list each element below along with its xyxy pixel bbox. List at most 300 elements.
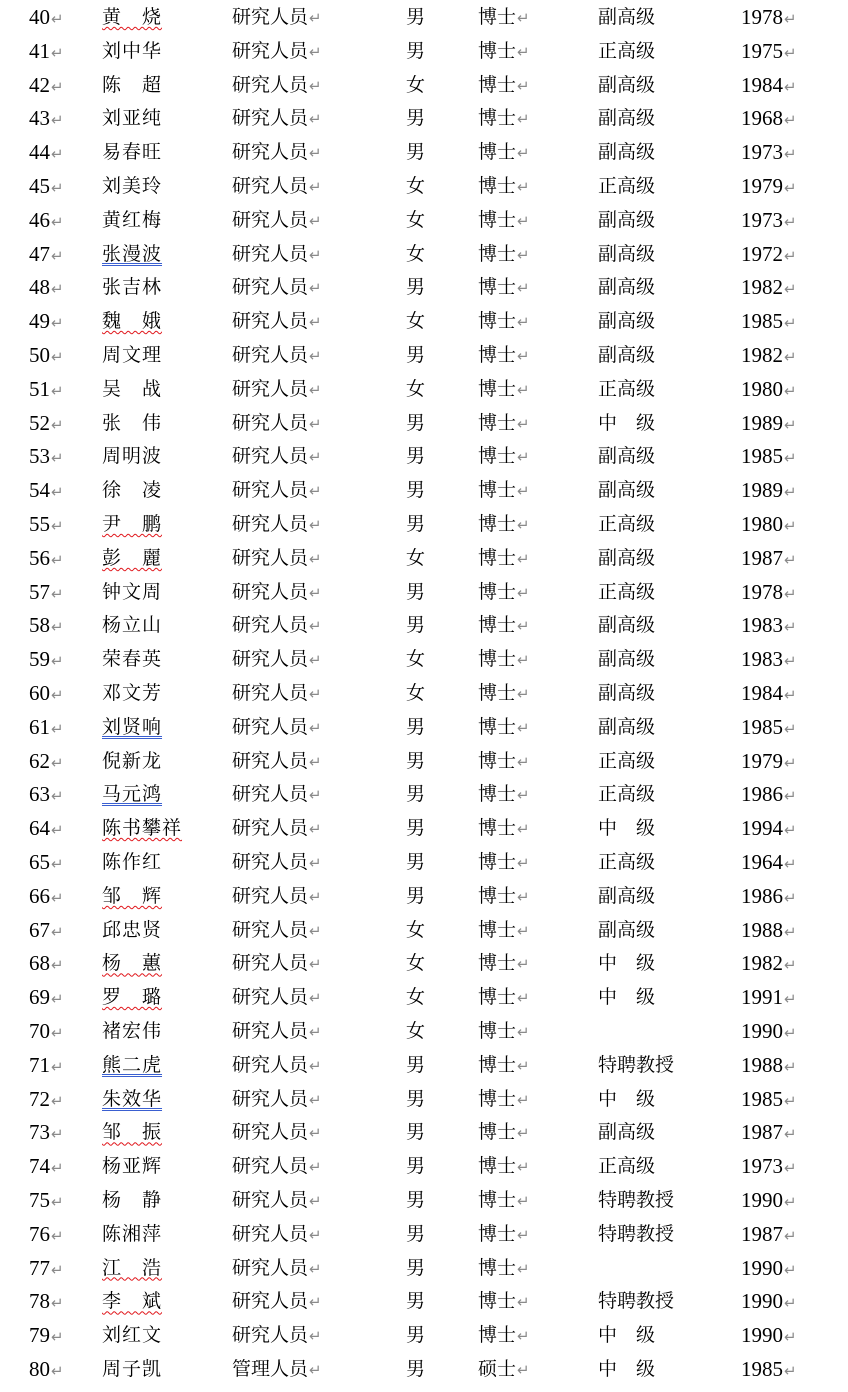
degree-text: 博士	[478, 1087, 517, 1110]
title-rank-text: 副高级	[598, 1121, 656, 1144]
gender	[406, 1048, 425, 1082]
paragraph-mark-icon: ↵	[51, 1024, 64, 1042]
title-rank-text: 正高级	[598, 783, 656, 806]
staff-role-text: 研究人员	[232, 6, 309, 28]
title-rank	[598, 1149, 655, 1183]
birth-year	[741, 845, 797, 879]
person-name-text: 陈湘萍	[102, 1222, 163, 1245]
degree	[478, 169, 530, 203]
degree-text: 博士	[478, 546, 517, 569]
person-name	[102, 101, 162, 135]
list-item	[0, 1318, 848, 1352]
title-rank-text: 中 级	[598, 1087, 656, 1110]
birth-year	[741, 777, 797, 811]
birth-year	[741, 338, 797, 372]
row-number-text: 67	[29, 917, 50, 942]
birth-year-text: 1990	[741, 1289, 783, 1314]
degree-text: 博士	[478, 39, 517, 62]
birth-year	[741, 1082, 797, 1116]
paragraph-mark-icon: ↵	[51, 1362, 64, 1380]
birth-year-text: 1990	[741, 1019, 783, 1043]
gender-text: 男	[406, 817, 426, 840]
gender	[406, 541, 425, 575]
person-name-text: 易春旺	[102, 141, 163, 164]
gender-text: 男	[406, 6, 426, 28]
list-item	[0, 338, 848, 372]
degree-text: 博士	[478, 141, 517, 164]
person-name	[102, 1149, 162, 1183]
degree-text: 博士	[478, 986, 517, 1009]
paragraph-mark-icon: ↵	[309, 380, 322, 399]
paragraph-mark-icon: ↵	[51, 855, 64, 873]
person-name	[102, 439, 162, 473]
gender-text: 女	[406, 310, 426, 333]
staff-role-text: 研究人员	[232, 715, 309, 738]
paragraph-mark-icon: ↵	[51, 381, 64, 400]
row-number-text: 56	[29, 545, 50, 570]
birth-year	[741, 101, 797, 135]
paragraph-mark-icon: ↵	[51, 888, 64, 907]
gender	[406, 1251, 425, 1285]
gender	[406, 575, 425, 609]
list-item	[0, 676, 848, 710]
person-name-text: 杨亚辉	[102, 1155, 163, 1178]
paragraph-mark-icon: ↵	[784, 212, 797, 231]
staff-role-text: 研究人员	[232, 648, 309, 671]
row-number-text: 70	[29, 1019, 50, 1043]
row-number-text: 80	[29, 1357, 50, 1381]
staff-role-text: 研究人员	[232, 73, 309, 96]
gender	[406, 304, 425, 338]
person-name	[102, 1217, 162, 1251]
gender-text: 女	[406, 208, 426, 231]
paragraph-mark-icon: ↵	[784, 1294, 797, 1313]
gender-text: 女	[406, 73, 426, 96]
paragraph-mark-icon: ↵	[517, 313, 530, 332]
gender-text: 男	[406, 580, 426, 603]
paragraph-mark-icon: ↵	[51, 1057, 64, 1076]
degree	[478, 473, 530, 507]
paragraph-mark-icon: ↵	[517, 1293, 530, 1312]
gender-text: 女	[406, 986, 426, 1009]
degree-text: 博士	[478, 1020, 517, 1042]
row-number	[29, 372, 64, 406]
degree	[478, 1115, 530, 1149]
gender-text: 男	[406, 1121, 426, 1144]
person-name-text: 朱效华	[102, 1087, 163, 1110]
birth-year-text: 1985	[741, 1086, 783, 1111]
degree-text: 博士	[478, 749, 517, 772]
staff-role	[232, 473, 322, 507]
title-rank	[598, 169, 655, 203]
paragraph-mark-icon: ↵	[517, 76, 530, 95]
gender	[406, 744, 425, 778]
title-rank-text: 副高级	[598, 445, 656, 468]
paragraph-mark-icon: ↵	[517, 9, 530, 27]
title-rank-text: 副高级	[598, 141, 656, 164]
degree-text: 博士	[478, 851, 517, 873]
degree-text: 博士	[478, 715, 517, 738]
row-number	[29, 946, 64, 980]
row-number-text: 41	[29, 38, 50, 63]
paragraph-mark-icon: ↵	[784, 1091, 797, 1110]
gender-text: 女	[406, 546, 426, 569]
paragraph-mark-icon: ↵	[309, 144, 322, 163]
person-name	[102, 338, 162, 372]
paragraph-mark-icon: ↵	[309, 9, 322, 27]
title-rank	[598, 101, 655, 135]
birth-year-text: 1972	[741, 241, 783, 266]
gender-text: 男	[406, 344, 426, 366]
paragraph-mark-icon: ↵	[51, 77, 64, 96]
list-item	[0, 439, 848, 473]
paragraph-mark-icon: ↵	[517, 211, 530, 230]
list-item	[0, 101, 848, 135]
title-rank	[598, 744, 655, 778]
staff-role-text: 研究人员	[232, 1155, 309, 1178]
title-rank-text: 副高级	[598, 648, 656, 671]
row-number-text: 47	[29, 241, 50, 266]
title-rank	[598, 372, 655, 406]
birth-year	[741, 406, 797, 440]
gender	[406, 1149, 425, 1183]
staff-role	[232, 203, 322, 237]
staff-role-text: 管理人员	[232, 1358, 309, 1380]
gender-text: 男	[406, 107, 426, 130]
title-rank-text: 中 级	[598, 1324, 656, 1347]
staff-role	[232, 1352, 322, 1386]
paragraph-mark-icon: ↵	[309, 786, 322, 805]
degree	[478, 946, 530, 980]
paragraph-mark-icon: ↵	[517, 1361, 530, 1379]
paragraph-mark-icon: ↵	[309, 1327, 322, 1346]
staff-role-text: 研究人员	[232, 817, 309, 840]
row-number	[29, 473, 64, 507]
row-number	[29, 203, 64, 237]
paragraph-mark-icon: ↵	[517, 549, 530, 568]
degree	[478, 270, 530, 304]
paragraph-mark-icon: ↵	[784, 483, 797, 502]
degree-text: 博士	[478, 1324, 517, 1347]
degree	[478, 507, 530, 541]
gender	[406, 1115, 425, 1149]
row-number	[29, 676, 64, 710]
title-rank-text: 中 级	[598, 1358, 656, 1380]
staff-role	[232, 845, 322, 879]
title-rank-text: 副高级	[598, 715, 656, 738]
list-item	[0, 608, 848, 642]
paragraph-mark-icon: ↵	[784, 686, 797, 704]
row-number	[29, 1217, 64, 1251]
degree	[478, 203, 530, 237]
staff-role-text: 研究人员	[232, 749, 309, 772]
list-item	[0, 811, 848, 845]
birth-year	[741, 980, 797, 1014]
paragraph-mark-icon: ↵	[784, 719, 797, 738]
row-number-text: 64	[29, 816, 50, 841]
staff-role	[232, 1183, 322, 1217]
paragraph-mark-icon: ↵	[309, 76, 322, 95]
paragraph-mark-icon: ↵	[517, 1327, 530, 1346]
title-rank-text: 副高级	[598, 6, 656, 28]
person-name-text: 杨 静	[102, 1189, 163, 1211]
degree-text: 博士	[478, 817, 517, 840]
degree	[478, 1183, 530, 1217]
row-number	[29, 1048, 64, 1082]
birth-year	[741, 237, 797, 271]
paragraph-mark-icon: ↵	[517, 245, 530, 264]
title-rank	[598, 710, 655, 744]
paragraph-mark-icon: ↵	[51, 10, 64, 28]
title-rank	[598, 913, 655, 947]
list-item	[0, 1149, 848, 1183]
list-item	[0, 270, 848, 304]
staff-role	[232, 0, 322, 34]
row-number	[29, 270, 64, 304]
row-number-text: 40	[29, 5, 50, 29]
title-rank	[598, 1217, 674, 1251]
paragraph-mark-icon: ↵	[517, 786, 530, 805]
person-name	[102, 608, 162, 642]
paragraph-mark-icon: ↵	[309, 211, 322, 230]
staff-role-text: 研究人员	[232, 1189, 309, 1211]
birth-year	[741, 68, 797, 102]
degree	[478, 1014, 530, 1048]
paragraph-mark-icon: ↵	[51, 348, 64, 366]
gender-text: 男	[406, 1256, 426, 1279]
birth-year	[741, 811, 797, 845]
birth-year-text: 1982	[741, 275, 783, 300]
paragraph-mark-icon: ↵	[309, 854, 322, 872]
title-rank-text: 特聘教授	[598, 1189, 675, 1211]
degree-text: 博士	[478, 1155, 517, 1178]
title-rank-text: 副高级	[598, 884, 656, 907]
person-name-text: 张吉林	[102, 276, 163, 299]
list-item	[0, 135, 848, 169]
person-name	[102, 777, 162, 811]
paragraph-mark-icon: ↵	[309, 1056, 322, 1075]
gender-text: 女	[406, 952, 426, 975]
degree	[478, 811, 530, 845]
paragraph-mark-icon: ↵	[51, 1125, 64, 1144]
birth-year-text: 1991	[741, 985, 783, 1010]
gender	[406, 34, 425, 68]
person-name	[102, 676, 162, 710]
degree-text: 博士	[478, 1053, 517, 1076]
person-name	[102, 1352, 162, 1386]
degree-text: 博士	[478, 884, 517, 907]
paragraph-mark-icon: ↵	[517, 718, 530, 737]
person-name-text: 荣春英	[102, 648, 163, 671]
person-name	[102, 34, 162, 68]
gender-text: 男	[406, 1222, 426, 1245]
title-rank-text: 副高级	[598, 546, 656, 569]
staff-role	[232, 507, 322, 541]
row-number-text: 59	[29, 647, 50, 672]
paragraph-mark-icon: ↵	[517, 144, 530, 163]
title-rank	[598, 1352, 655, 1386]
degree-text: 硕士	[478, 1358, 517, 1380]
birth-year	[741, 439, 797, 473]
birth-year-text: 1986	[741, 782, 783, 807]
row-number-text: 66	[29, 883, 50, 908]
paragraph-mark-icon: ↵	[517, 921, 530, 940]
gender	[406, 1284, 425, 1318]
paragraph-mark-icon: ↵	[784, 888, 797, 907]
birth-year-text: 1994	[741, 816, 783, 841]
paragraph-mark-icon: ↵	[309, 1259, 322, 1278]
title-rank	[598, 541, 655, 575]
birth-year	[741, 744, 797, 778]
birth-year-text: 1987	[741, 1120, 783, 1145]
paragraph-mark-icon: ↵	[51, 212, 64, 231]
paragraph-mark-icon: ↵	[51, 179, 64, 197]
person-name-text: 魏 娥	[102, 310, 163, 333]
staff-role	[232, 304, 322, 338]
gender	[406, 338, 425, 372]
paragraph-mark-icon: ↵	[784, 855, 797, 873]
person-name	[102, 135, 162, 169]
paragraph-mark-icon: ↵	[309, 955, 322, 974]
birth-year	[741, 0, 797, 34]
person-name	[102, 0, 162, 34]
title-rank	[598, 879, 655, 913]
degree-text: 博士	[478, 208, 517, 231]
row-number-text: 77	[29, 1255, 50, 1280]
gender-text: 女	[406, 377, 426, 400]
title-rank-text: 正高级	[598, 39, 656, 62]
paragraph-mark-icon: ↵	[51, 550, 64, 569]
list-item	[0, 34, 848, 68]
paragraph-mark-icon: ↵	[784, 1226, 797, 1245]
birth-year-text: 1987	[741, 1221, 783, 1246]
row-number	[29, 406, 64, 440]
gender	[406, 879, 425, 913]
staff-role-text: 研究人员	[232, 411, 309, 434]
title-rank	[598, 203, 655, 237]
paragraph-mark-icon: ↵	[309, 617, 322, 636]
staff-role	[232, 406, 322, 440]
birth-year-text: 1989	[741, 478, 783, 503]
birth-year	[741, 1284, 797, 1318]
paragraph-mark-icon: ↵	[517, 955, 530, 974]
paragraph-mark-icon: ↵	[517, 1056, 530, 1075]
gender	[406, 507, 425, 541]
degree	[478, 710, 530, 744]
staff-role-text: 研究人员	[232, 918, 309, 941]
degree	[478, 439, 530, 473]
degree-text: 博士	[478, 648, 517, 671]
staff-role	[232, 1318, 322, 1352]
birth-year	[741, 473, 797, 507]
title-rank-text: 正高级	[598, 175, 656, 197]
staff-role	[232, 338, 322, 372]
person-name-text: 刘亚纯	[102, 107, 163, 130]
title-rank	[598, 135, 655, 169]
list-item	[0, 1082, 848, 1116]
degree-text: 博士	[478, 918, 517, 941]
person-name-text: 邹 振	[102, 1121, 163, 1144]
row-number	[29, 34, 64, 68]
person-name	[102, 304, 162, 338]
title-rank	[598, 34, 655, 68]
row-number-text: 72	[29, 1086, 50, 1111]
paragraph-mark-icon: ↵	[517, 820, 530, 839]
staff-role	[232, 34, 322, 68]
row-number-text: 55	[29, 512, 50, 536]
paragraph-mark-icon: ↵	[784, 145, 797, 164]
degree-text: 博士	[478, 411, 517, 434]
birth-year-text: 1984	[741, 681, 783, 705]
gender-text: 女	[406, 1020, 426, 1042]
person-name-text: 熊二虎	[102, 1053, 163, 1076]
list-item	[0, 710, 848, 744]
row-number-text: 51	[29, 376, 50, 401]
paragraph-mark-icon: ↵	[309, 347, 322, 365]
person-name-text: 陈 超	[102, 73, 163, 96]
person-name-text: 刘红文	[102, 1324, 163, 1347]
staff-role	[232, 68, 322, 102]
person-name	[102, 372, 162, 406]
staff-role	[232, 642, 322, 676]
row-number-text: 57	[29, 579, 50, 604]
paragraph-mark-icon: ↵	[517, 1023, 530, 1041]
staff-role-text: 研究人员	[232, 276, 309, 299]
gender-text: 男	[406, 1053, 426, 1076]
staff-role-text: 研究人员	[232, 952, 309, 975]
staff-role	[232, 1217, 322, 1251]
birth-year-text: 1985	[741, 1357, 783, 1381]
paragraph-mark-icon: ↵	[309, 110, 322, 129]
birth-year-text: 1973	[741, 140, 783, 165]
person-name	[102, 1048, 162, 1082]
staff-role-text: 研究人员	[232, 344, 309, 366]
row-number	[29, 744, 64, 778]
title-rank-text: 特聘教授	[598, 1053, 675, 1076]
paragraph-mark-icon: ↵	[517, 752, 530, 771]
row-number-text: 48	[29, 275, 50, 300]
title-rank-text: 正高级	[598, 749, 656, 772]
title-rank	[598, 406, 655, 440]
person-name-text: 吴 战	[102, 377, 163, 400]
paragraph-mark-icon: ↵	[309, 549, 322, 568]
list-item	[0, 744, 848, 778]
birth-year	[741, 710, 797, 744]
title-rank	[598, 1183, 674, 1217]
row-number	[29, 507, 64, 541]
title-rank	[598, 237, 655, 271]
degree	[478, 642, 530, 676]
staff-role	[232, 575, 322, 609]
list-item	[0, 237, 848, 271]
gender-text: 男	[406, 715, 426, 738]
birth-year-text: 1989	[741, 410, 783, 435]
gender-text: 男	[406, 1358, 426, 1380]
title-rank	[598, 777, 655, 811]
title-rank-text: 副高级	[598, 242, 656, 265]
paragraph-mark-icon: ↵	[784, 246, 797, 265]
person-name-text: 刘美玲	[102, 175, 163, 197]
row-number	[29, 710, 64, 744]
paragraph-mark-icon: ↵	[51, 280, 64, 299]
paragraph-mark-icon: ↵	[309, 752, 322, 771]
staff-role-text: 研究人员	[232, 175, 309, 197]
row-number	[29, 68, 64, 102]
list-item	[0, 203, 848, 237]
person-name	[102, 1251, 162, 1285]
gender-text: 女	[406, 682, 426, 704]
staff-role-text: 研究人员	[232, 513, 309, 535]
